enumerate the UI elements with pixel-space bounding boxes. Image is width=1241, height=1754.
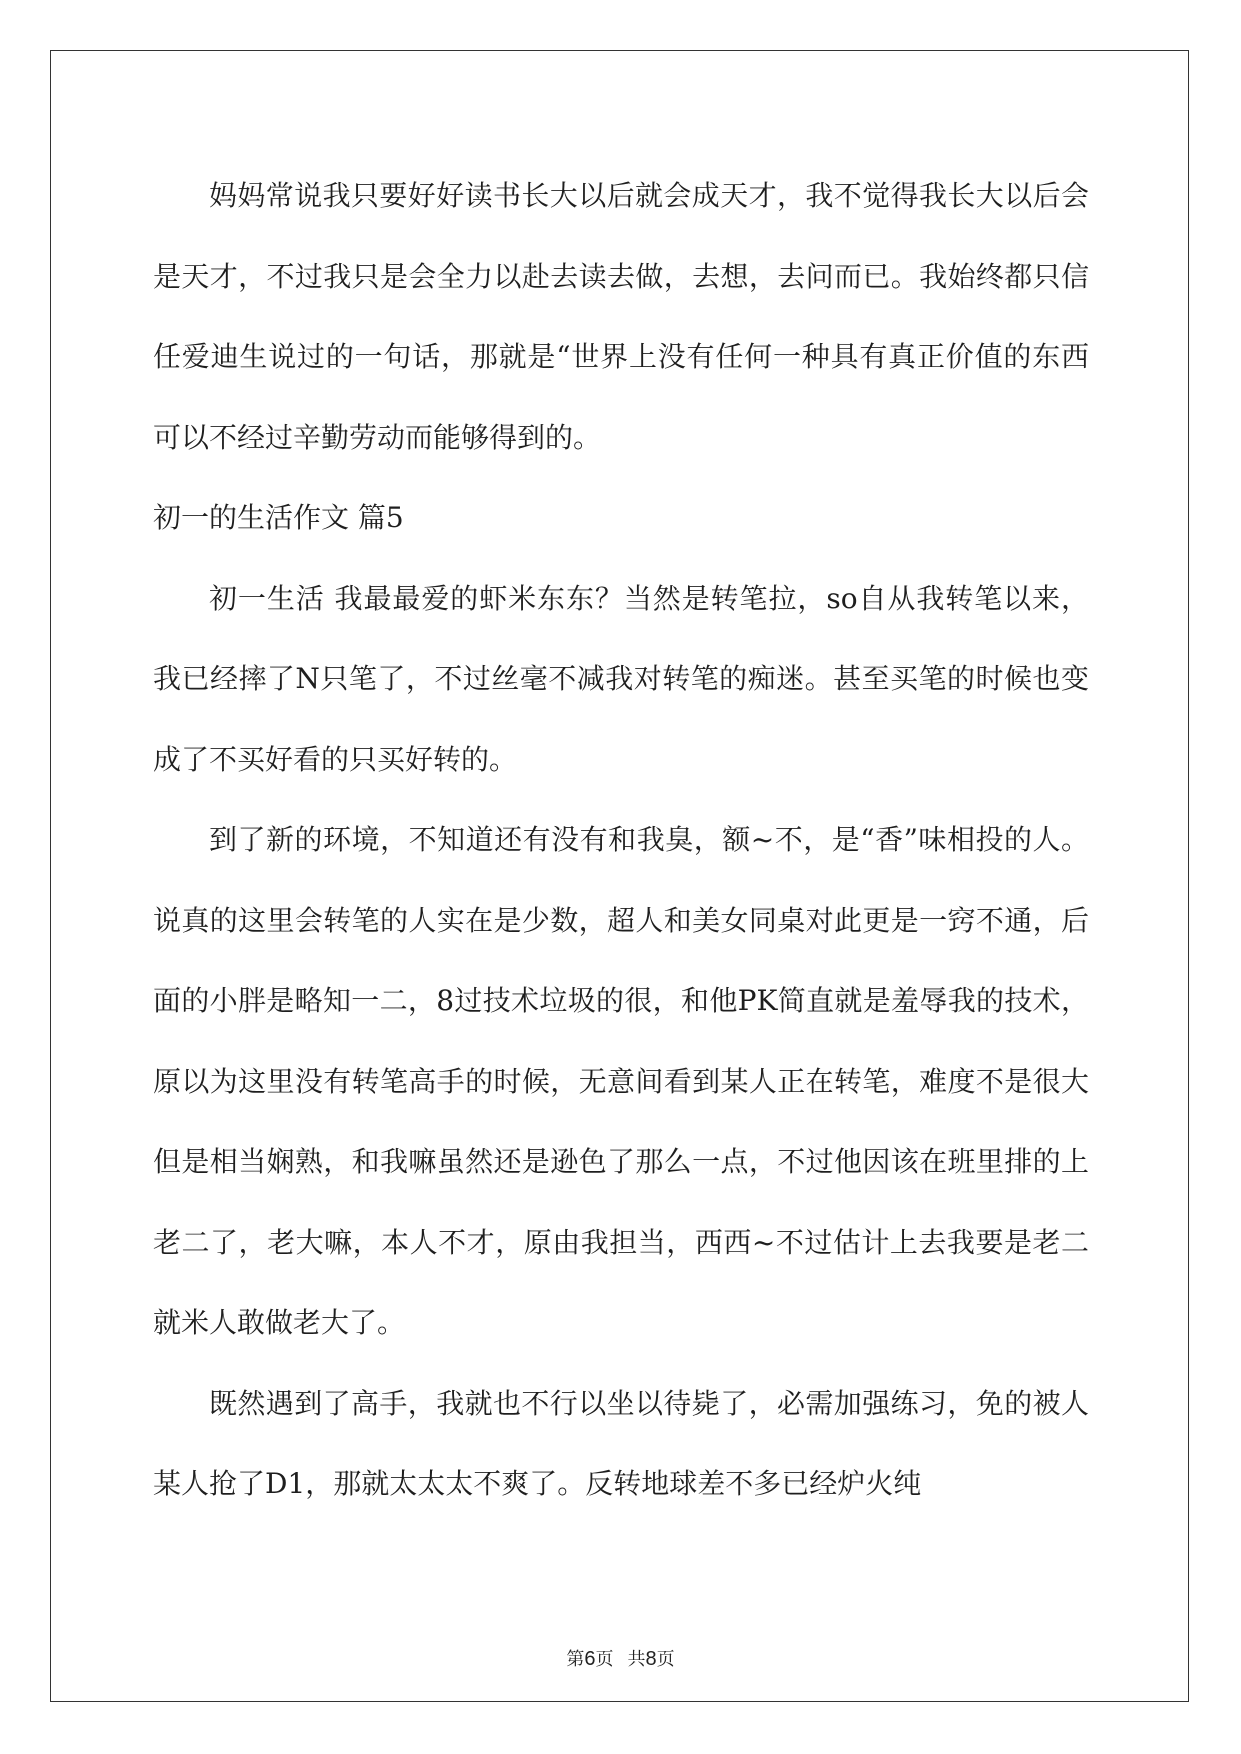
footer-total-prefix: 共 [627,1649,646,1670]
section-heading: 初一的生活作文 篇5 [153,501,404,534]
document-body [153,156,1089,1525]
footer-page-prefix: 第 [566,1649,585,1670]
paragraph-1: 妈妈常说我只要好好读书长大以后就会成天才，我不觉得我长大以后会是天才，不过我只是会全力以赴去读去做，去想，去问而已。我始终都只信任爱迪生说过的一句话，那就是“世界上没有任何一种具有真正价值的东西可以不经过辛勤劳动而能够得到的。 [153,179,1089,454]
footer-total-suffix: 页 [656,1649,675,1670]
footer-page-suffix: 页 [595,1649,614,1670]
page-footer [0,1647,1241,1672]
paragraph-2: 初一生活 我最最爱的虾米东东？当然是转笔拉，so自从我转笔以来，我已经摔了N只笔了，不过丝毫不减我对转笔的痴迷。甚至买笔的时候也变成了不买好看的只买好转的。 [153,581,1089,776]
footer-total-pages: 8 [645,1648,657,1670]
paragraph-4: 既然遇到了高手，我就也不行以坐以待毙了，必需加强练习，免的被人某人抢了D1，那就太太太不爽了。反转地球差不多已经炉火纯 [153,1386,1089,1500]
footer-current-page: 6 [584,1648,596,1670]
paragraph-3: 到了新的环境，不知道还有没有和我臭，额~不，是“香”味相投的人。说真的这里会转笔的人实在是少数，超人和美女同桌对此更是一窍不通，后面的小胖是略知一二，8过技术垃圾的很，和他PK简直就是羞辱我的技术，原以为这里没有转笔高手的时候，无意间看到某人正在转笔，难度不是很大但是相当娴熟，和我嘛虽然还是逊色了那么一点，不过他因该在班里排的上老二了，老大嘛，本人不才，原由我担当，西西~不过估计上去我要是老二就米人敢做老大了。 [153,823,1089,1339]
